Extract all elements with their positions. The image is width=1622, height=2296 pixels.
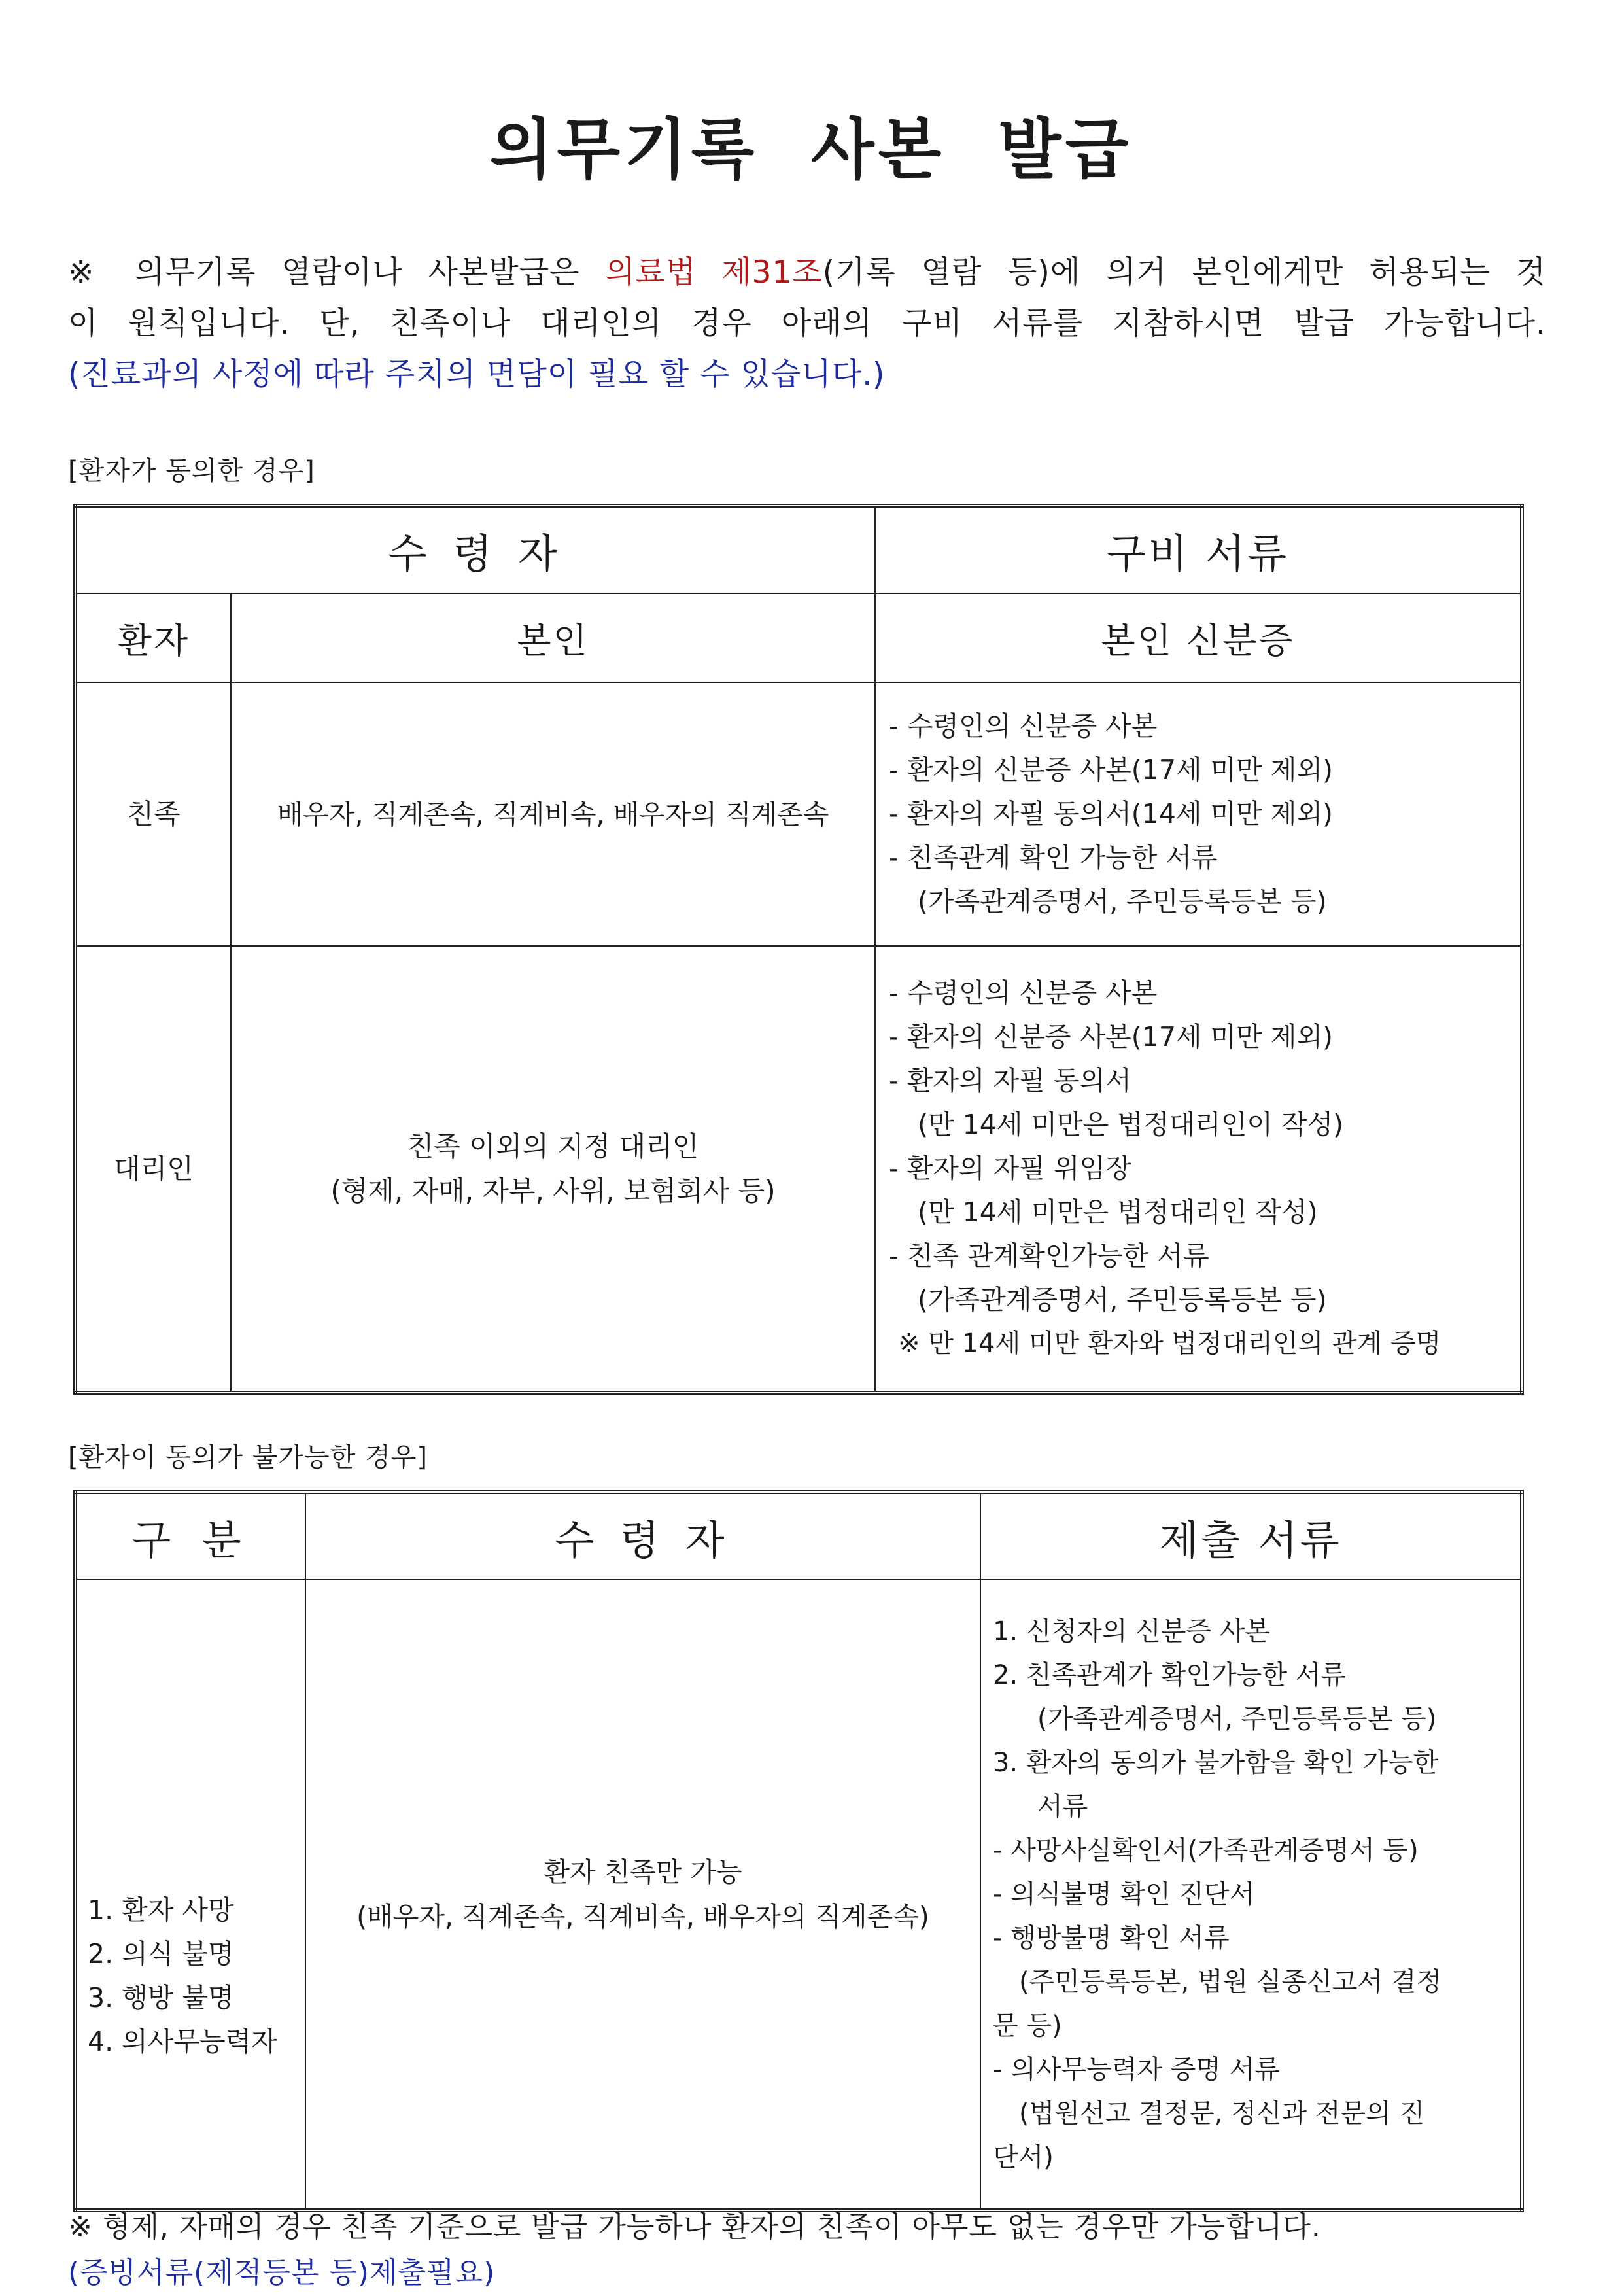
table-row: [75, 682, 1522, 946]
list-item: - 사망사실확인서(가족관계증명서 등): [993, 1835, 1419, 1866]
list-item: - 환자의 자필 동의서(14세 미만 제외): [889, 798, 1333, 829]
list-item: 4. 의사무능력자: [88, 2026, 277, 2057]
intro-line-1: ※ 의무기록 열람이나 사본발급은 의료법 제31조(기록 열람 등)에 의거 본인에게만 허용되는 것: [68, 254, 1546, 290]
recipient-agent: [231, 946, 875, 1393]
category-relative: 친족: [75, 682, 231, 946]
header-documents: 제출 서류: [980, 1492, 1522, 1580]
list-item: - 환자의 자필 위임장: [889, 1153, 1131, 1184]
header-category: 구 분: [75, 1492, 305, 1580]
section1-label: [환자가 동의한 경우]: [68, 456, 315, 486]
recipient-agent-line1: 친족 이외의 지정 대리인: [407, 1130, 699, 1162]
law-reference: 의료법 제31조: [605, 254, 823, 290]
recipient-line2: (배우자, 직계존속, 직계비속, 배우자의 직계존속): [356, 1901, 929, 1932]
footnote-line1: ※ 형제, 자매의 경우 친족 기준으로 발급 가능하나 환자의 친족이 아무도 없는 경우만 가능합니다.: [68, 2210, 1321, 2244]
list-item: - 환자의 신분증 사본(17세 미만 제외): [889, 1021, 1333, 1052]
list-item: 2. 의식 불명: [88, 1938, 234, 1970]
list-item: - 의식불명 확인 진단서: [993, 1879, 1255, 1909]
list-item: (만 14세 미만은 법정대리인이 작성): [918, 1109, 1344, 1140]
recipient-relatives-only: [305, 1580, 980, 2210]
list-item: 2. 친족관계가 확인가능한 서류: [993, 1660, 1346, 1690]
list-item: - 수령인의 신분증 사본: [889, 710, 1158, 742]
list-item: 3. 환자의 동의가 불가함을 확인 가능한: [993, 1747, 1439, 1778]
list-item: 단서): [993, 2142, 1054, 2172]
docs-self: 본인 신분증: [875, 593, 1522, 682]
list-item: - 환자의 자필 동의서: [889, 1065, 1131, 1096]
section2-label: [환자이 동의가 불가능한 경우]: [68, 1442, 428, 1472]
required-docs-list: [980, 1580, 1522, 2210]
list-item: (가족관계증명서, 주민등록등본 등): [918, 1284, 1327, 1315]
list-item: 3. 행방 불명: [88, 1982, 234, 2013]
table-row: [75, 1580, 1522, 2210]
header-documents: 구비 서류: [875, 506, 1522, 593]
no-consent-table: [73, 1490, 1524, 2212]
list-item: (가족관계증명서, 주민등록등본 등): [1037, 1703, 1437, 1734]
list-item: 서류: [1037, 1791, 1088, 1822]
intro-notice: [68, 247, 1546, 400]
category-agent: 대리인: [75, 946, 231, 1393]
recipient-relative: 배우자, 직계존속, 직계비속, 배우자의 직계존속: [231, 682, 875, 946]
docs-relative: [875, 682, 1522, 946]
list-item: - 행방불명 확인 서류: [993, 1922, 1230, 1953]
list-item: - 수령인의 신분증 사본: [889, 977, 1158, 1009]
header-recipient: 수 령 자: [305, 1492, 980, 1580]
list-item: 1. 신청자의 신분증 사본: [993, 1616, 1271, 1646]
recipient-line1: 환자 친족만 가능: [544, 1856, 742, 1888]
table-row: [75, 593, 1522, 682]
list-item: - 환자의 신분증 사본(17세 미만 제외): [889, 754, 1333, 786]
recipient-self: 본인: [231, 593, 875, 682]
recipient-agent-line2: (형제, 자매, 자부, 사위, 보험회사 등): [330, 1174, 776, 1207]
list-item: (가족관계증명서, 주민등록등본 등): [918, 886, 1327, 917]
list-item: - 친족 관계확인가능한 서류: [889, 1240, 1209, 1272]
footnote: [68, 2204, 1321, 2296]
list-item: 1. 환자 사망: [88, 1894, 234, 1926]
intro-line-3: (진료과의 사정에 따라 주치의 면담이 필요 할 수 있습니다.): [68, 357, 886, 392]
page-title: 의무기록 사본 발급: [489, 111, 1133, 188]
list-item: (주민등록등본, 법원 실종신고서 결정: [1019, 1966, 1442, 1997]
consent-table: [73, 504, 1524, 1395]
category-list: [75, 1580, 305, 2210]
list-item: 문 등): [993, 2010, 1062, 2041]
list-item: (법원선고 결정문, 정신과 전문의 진: [1019, 2098, 1425, 2129]
intro-line-2: 이 원칙입니다. 단, 친족이나 대리인의 경우 아래의 구비 서류를 지참하시면 발급 가능합니다.: [68, 305, 1546, 341]
category-patient: 환자: [75, 593, 231, 682]
table-row: [75, 946, 1522, 1393]
footnote-line2: (증빙서류(제적등본 등)제출필요): [68, 2256, 496, 2289]
list-item: (만 14세 미만은 법정대리인 작성): [918, 1196, 1318, 1228]
list-item: - 의사무능력자 증명 서류: [993, 2054, 1280, 2085]
header-recipient: 수 령 자: [75, 506, 875, 593]
list-item: - 친족관계 확인 가능한 서류: [889, 842, 1218, 873]
list-item: ※ 만 14세 미만 환자와 법정대리인의 관계 증명: [898, 1329, 1441, 1359]
docs-agent: [875, 946, 1522, 1393]
